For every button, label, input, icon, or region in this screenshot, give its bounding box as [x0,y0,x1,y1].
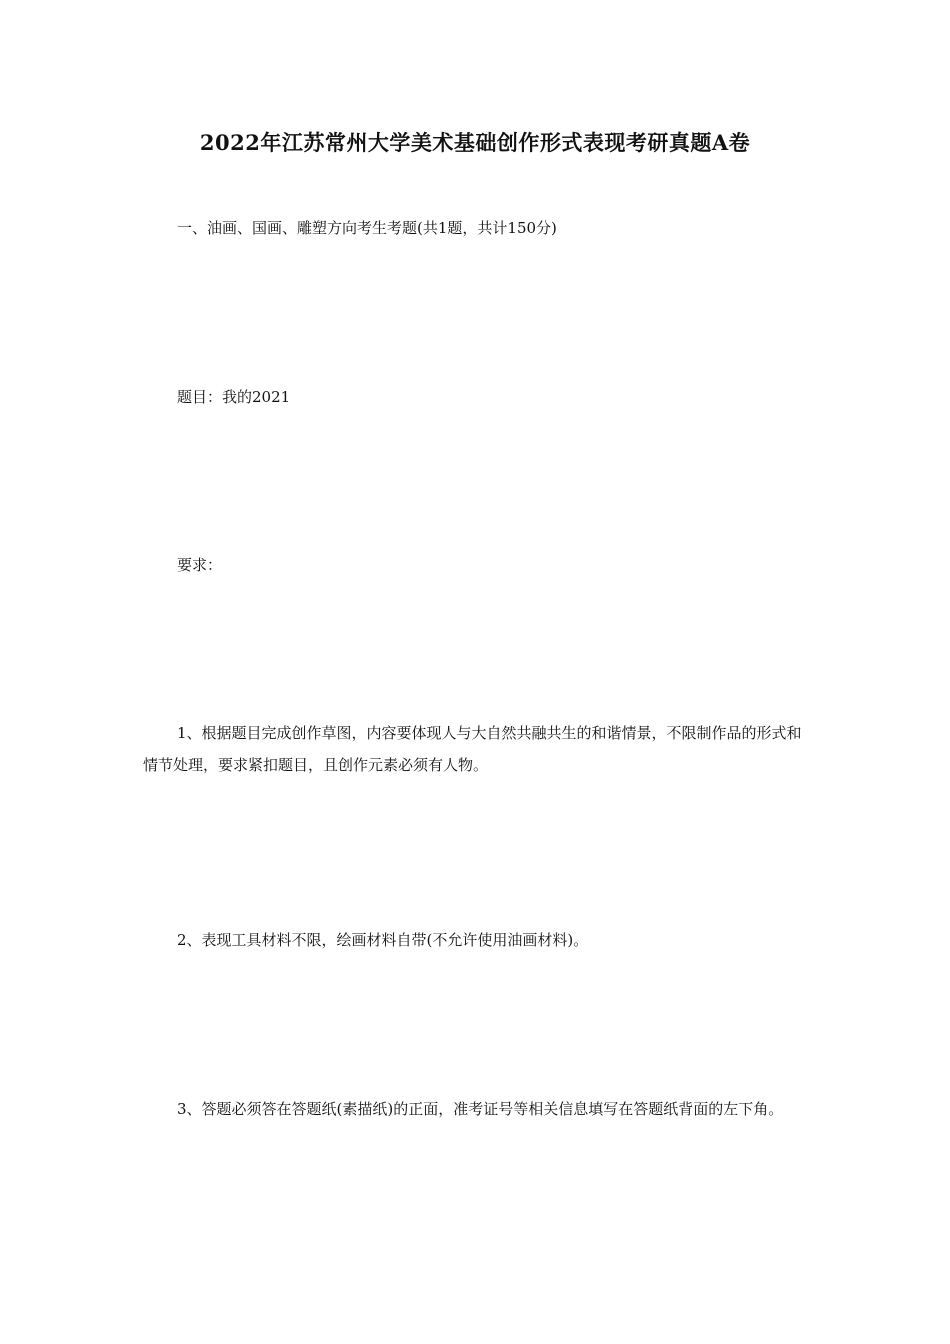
document-title: 2022年江苏常州大学美术基础创作形式表现考研真题A卷 [199,130,751,155]
requirement-item-1: 1、根据题目完成创作草图，内容要体现人与大自然共融共生的和谐情景，不限制作品的形式和情节处理，要求紧扣题目，且创作元素必须有人物。 [143,724,802,774]
section-heading: 一、油画、国画、雕塑方向考生考题(共1题，共计150分) [177,219,557,237]
requirement-item-2: 2、表现工具材料不限，绘画材料自带(不允许使用油画材料)。 [177,931,589,949]
requirement-item-3: 3、答题必须答在答题纸(素描纸)的正面，准考证号等相关信息填写在答题纸背面的左下角。 [177,1100,784,1118]
exam-topic: 题目：我的2021 [177,388,291,406]
requirements-label: 要求： [177,556,223,574]
